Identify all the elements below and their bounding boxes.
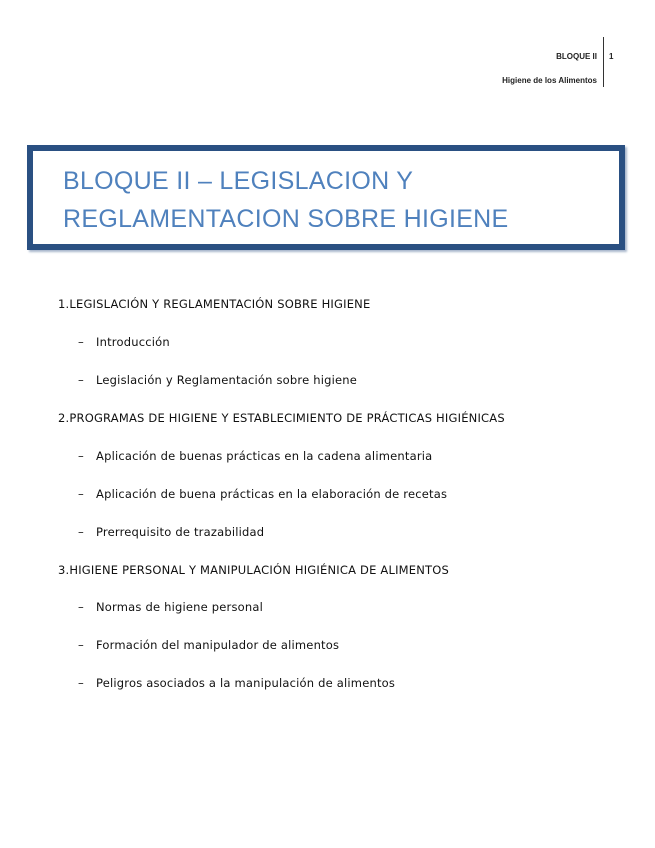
list-item: Peligros asociados a la manipulación de alimentos [96,676,396,690]
bullet-dash: – [78,449,84,463]
list-item: Normas de higiene personal [96,600,264,614]
list-item: Formación del manipulador de alimentos [96,638,340,652]
bullet-dash: – [78,600,84,614]
bullet-dash: – [78,335,84,349]
list-item: Aplicación de buenas prácticas en la cadena alimentaria [96,449,433,463]
header-block: BLOQUE II [556,52,597,61]
title-line-1: BLOQUE II – LEGISLACION Y [63,167,414,195]
bullet-dash: – [78,638,84,652]
list-item: Prerrequisito de trazabilidad [96,525,265,539]
section-heading: 3.HIGIENE PERSONAL Y MANIPULACIÓN HIGIÉNICA DE ALIMENTOS [58,563,450,577]
bullet-dash: – [78,373,84,387]
bullet-dash: – [78,487,84,501]
list-item: Introducción [96,335,170,349]
list-item: Aplicación de buena prácticas en la elaboración de recetas [96,487,448,501]
section-heading: 1.LEGISLACIÓN Y REGLAMENTACIÓN SOBRE HIGIENE [58,297,371,311]
title-box [27,145,625,250]
bullet-dash: – [78,676,84,690]
title-line-2: REGLAMENTACION SOBRE HIGIENE [63,205,509,233]
bullet-dash: – [78,525,84,539]
list-item: Legislación y Reglamentación sobre higiene [96,373,358,387]
header-subtitle: Higiene de los Alimentos [502,76,597,85]
page-number: 1 [609,52,614,61]
header-divider [603,37,604,87]
section-heading: 2.PROGRAMAS DE HIGIENE Y ESTABLECIMIENTO DE PRÁCTICAS HIGIÉNICAS [58,411,505,425]
